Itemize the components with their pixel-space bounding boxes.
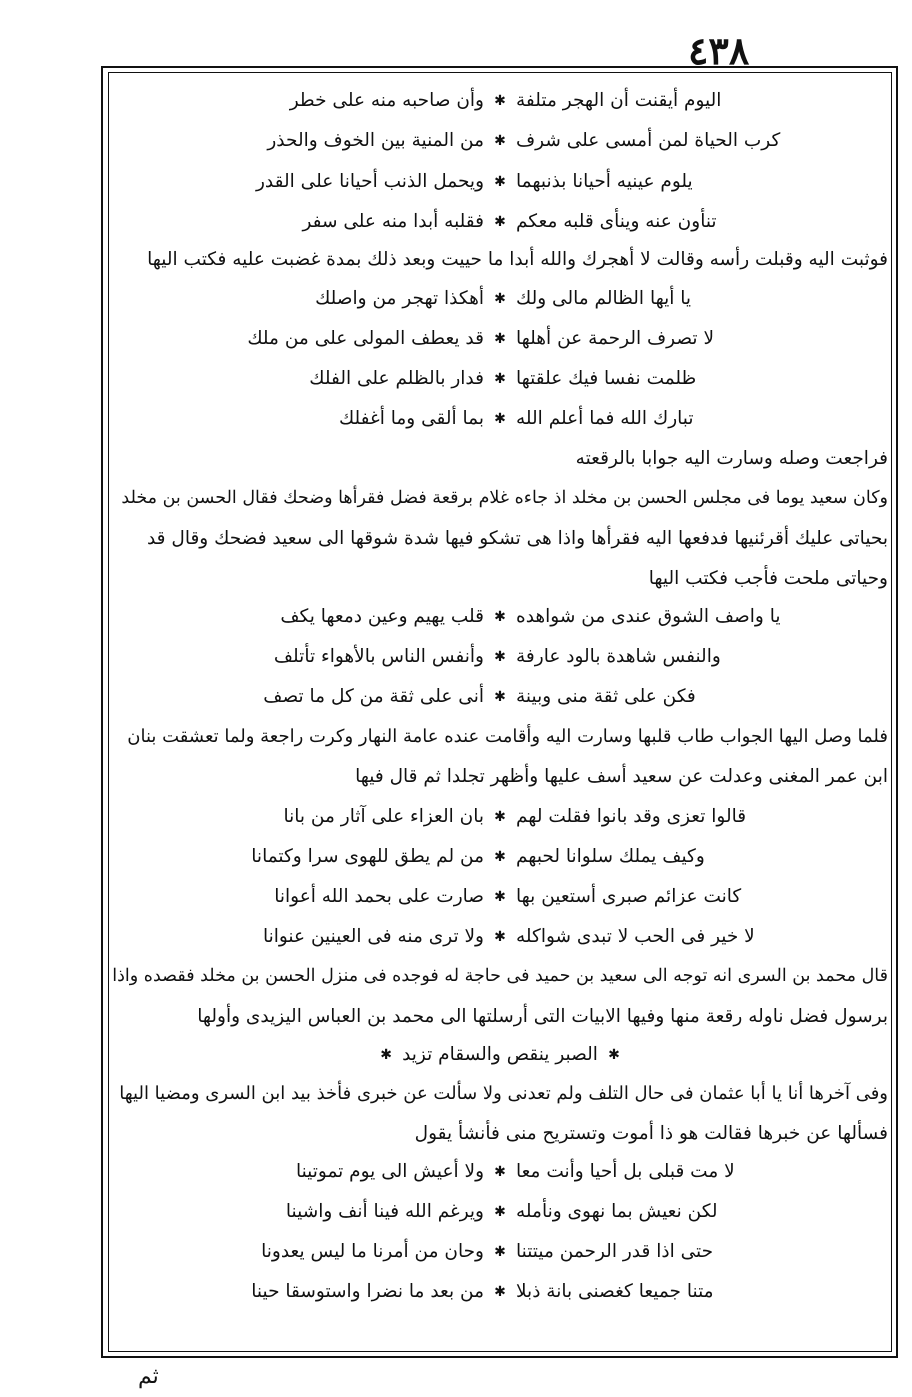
verse-first-hemistich: لكن نعيش بما نهوى ونأمله [516, 1201, 718, 1222]
verse-line [112, 130, 888, 151]
verse-second-hemistich: قلب يهيم وعين دمعها يكف [280, 606, 484, 627]
prose-line: وحياتى ملحت فأجب فكتب اليها [648, 568, 888, 589]
page-number: ٤٣٨ [688, 28, 750, 73]
prose-line: قال محمد بن السرى انه توجه الى سعيد بن حميد فى حاجة له فوجده فى منزل الحسن بن مخلد فقصده واذا [112, 966, 888, 986]
verse-first-hemistich: تنأون عنه وينأى قلبه معكم [516, 211, 717, 232]
verse-line [112, 368, 888, 389]
prose-line: وفى آخرها أنا يا أبا عثمان فى حال التلف ولم تعدنى ولا سألت عن خبرى فأخذ بيد ابن السرى ومضيا اليها [119, 1083, 888, 1104]
verse-separator-star: ✱ [380, 1046, 392, 1063]
verse-line [112, 90, 888, 111]
verse-first-hemistich: وكيف يملك سلوانا لحبهم [516, 846, 705, 867]
verse-line [112, 288, 888, 309]
verse-first-hemistich: قالوا تعزى وقد بانوا فقلت لهم [516, 806, 747, 827]
verse-second-hemistich: أهكذا تهجر من واصلك [315, 288, 484, 309]
verse-separator-star: ✱ [494, 1243, 506, 1260]
verse-separator-star: ✱ [608, 1046, 620, 1063]
verse-line [112, 1281, 888, 1302]
verse-second-hemistich: من المنية بين الخوف والحذر [267, 130, 484, 151]
verse-line [112, 171, 888, 192]
verse-line [112, 1241, 888, 1262]
quoted-hemistich: الصبر ينقص والسقام تزيد [402, 1044, 598, 1065]
verse-first-hemistich: متنا جميعا كغصنى بانة ذبلا [516, 1281, 714, 1302]
quoted-hemistich-line [112, 1044, 888, 1065]
verse-second-hemistich: ويحمل الذنب أحيانا على القدر [256, 171, 484, 192]
verse-first-hemistich: يا واصف الشوق عندى من شواهده [516, 606, 781, 627]
catchword: ثم [138, 1364, 159, 1389]
verse-separator-star: ✱ [494, 213, 506, 230]
verse-separator-star: ✱ [494, 808, 506, 825]
verse-first-hemistich: كانت عزائم صبرى أستعين بها [516, 886, 742, 907]
prose-line: فلما وصل اليها الجواب طاب قلبها وسارت اليه وأقامت عنده عامة النهار وكرت راجعة ولما تعشقت بنان [127, 726, 888, 747]
verse-line [112, 408, 888, 429]
verse-second-hemistich: قد يعطف المولى على من ملك [247, 328, 484, 349]
verse-separator-star: ✱ [494, 290, 506, 307]
verse-line [112, 1201, 888, 1222]
verse-first-hemistich: لا تصرف الرحمة عن أهلها [516, 328, 714, 349]
verse-second-hemistich: فقلبه أبدا منه على سفر [302, 211, 484, 232]
verse-line [112, 846, 888, 867]
verse-separator-star: ✱ [494, 132, 506, 149]
verse-second-hemistich: وأن صاحبه منه على خطر [289, 90, 484, 111]
verse-second-hemistich: ولا ترى منه فى العينين عنوانا [262, 926, 484, 947]
verse-second-hemistich: ولا أعيش الى يوم تموتينا [295, 1161, 484, 1182]
prose-line: فوثبت اليه وقبلت رأسه وقالت لا أهجرك والله أبدا ما حييت وبعد ذلك بمدة غضبت عليه فكتب اليها [147, 249, 888, 270]
verse-second-hemistich: من بعد ما نضرا واستوسقا حينا [251, 1281, 484, 1302]
prose-line: بحياتى عليك أقرئنيها فدفعها اليه فقرأها واذا هى تشكو فيها شدة شوقها الى سعيد فضحك وقال قد [146, 528, 888, 549]
verse-first-hemistich: اليوم أيقنت أن الهجر متلفة [516, 90, 722, 111]
verse-line [112, 328, 888, 349]
verse-separator-star: ✱ [494, 173, 506, 190]
prose-line: فراجعت وصله وسارت اليه جوابا بالرقعته [575, 448, 888, 469]
verse-second-hemistich: فدار بالظلم على الفلك [309, 368, 484, 389]
verse-second-hemistich: بما ألقى وما أغفلك [338, 408, 484, 429]
verse-first-hemistich: يا أيها الظالم مالى ولك [516, 288, 692, 309]
verse-first-hemistich: كرب الحياة لمن أمسى على شرف [516, 130, 781, 151]
verse-separator-star: ✱ [494, 848, 506, 865]
page-body [112, 78, 888, 1348]
verse-line [112, 1161, 888, 1182]
verse-first-hemistich: لا مت قبلى بل أحيا وأنت معا [516, 1161, 735, 1182]
verse-first-hemistich: والنفس شاهدة بالود عارفة [516, 646, 721, 667]
prose-line: فسألها عن خبرها فقالت هو ذا أموت وتستريح منى فأنشأ يقول [414, 1123, 888, 1144]
verse-separator-star: ✱ [494, 370, 506, 387]
verse-separator-star: ✱ [494, 1283, 506, 1300]
verse-separator-star: ✱ [494, 410, 506, 427]
verse-line [112, 806, 888, 827]
verse-separator-star: ✱ [494, 1163, 506, 1180]
verse-separator-star: ✱ [494, 888, 506, 905]
verse-second-hemistich: صارت على بحمد الله أعوانا [274, 886, 484, 907]
verse-first-hemistich: حتى اذا قدر الرحمن ميتتنا [516, 1241, 714, 1262]
verse-line [112, 646, 888, 667]
verse-second-hemistich: وحان من أمرنا ما ليس يعدونا [261, 1241, 484, 1262]
verse-second-hemistich: وأنفس الناس بالأهواء تأتلف [273, 646, 484, 667]
verse-line [112, 211, 888, 232]
prose-line: وكان سعيد يوما فى مجلس الحسن بن مخلد اذ جاءه غلام برقعة فضل فقرأها وضحك فقال الحسن بن مخلد [121, 488, 888, 508]
verse-separator-star: ✱ [494, 608, 506, 625]
verse-first-hemistich: ظلمت نفسا فيك علقتها [516, 368, 697, 389]
verse-first-hemistich: تبارك الله فما أعلم الله [516, 408, 694, 429]
verse-second-hemistich: بان العزاء على آثار من بانا [283, 806, 484, 827]
verse-line [112, 886, 888, 907]
verse-second-hemistich: ويرغم الله فينا أنف واشينا [285, 1201, 484, 1222]
prose-line: ابن عمر المغنى وعدلت عن سعيد أسف عليها وأظهر تجلدا ثم قال فيها [355, 766, 888, 787]
verse-separator-star: ✱ [494, 648, 506, 665]
verse-line [112, 686, 888, 707]
verse-second-hemistich: أنى على ثقة من كل ما تصف [263, 686, 484, 707]
verse-first-hemistich: فكن على ثقة منى وبينة [516, 686, 696, 707]
verse-line [112, 926, 888, 947]
verse-separator-star: ✱ [494, 1203, 506, 1220]
verse-first-hemistich: لا خير فى الحب لا تبدى شواكله [516, 926, 755, 947]
verse-first-hemistich: يلوم عينيه أحيانا بذنبهما [516, 171, 693, 192]
verse-separator-star: ✱ [494, 330, 506, 347]
prose-line: برسول فضل ناوله رقعة منها وفيها الابيات التى أرسلتها الى محمد بن العباس اليزيدى وأولها [197, 1006, 888, 1027]
verse-separator-star: ✱ [494, 688, 506, 705]
verse-second-hemistich: من لم يطق للهوى سرا وكتمانا [251, 846, 484, 867]
verse-separator-star: ✱ [494, 92, 506, 109]
verse-line [112, 606, 888, 627]
verse-separator-star: ✱ [494, 928, 506, 945]
